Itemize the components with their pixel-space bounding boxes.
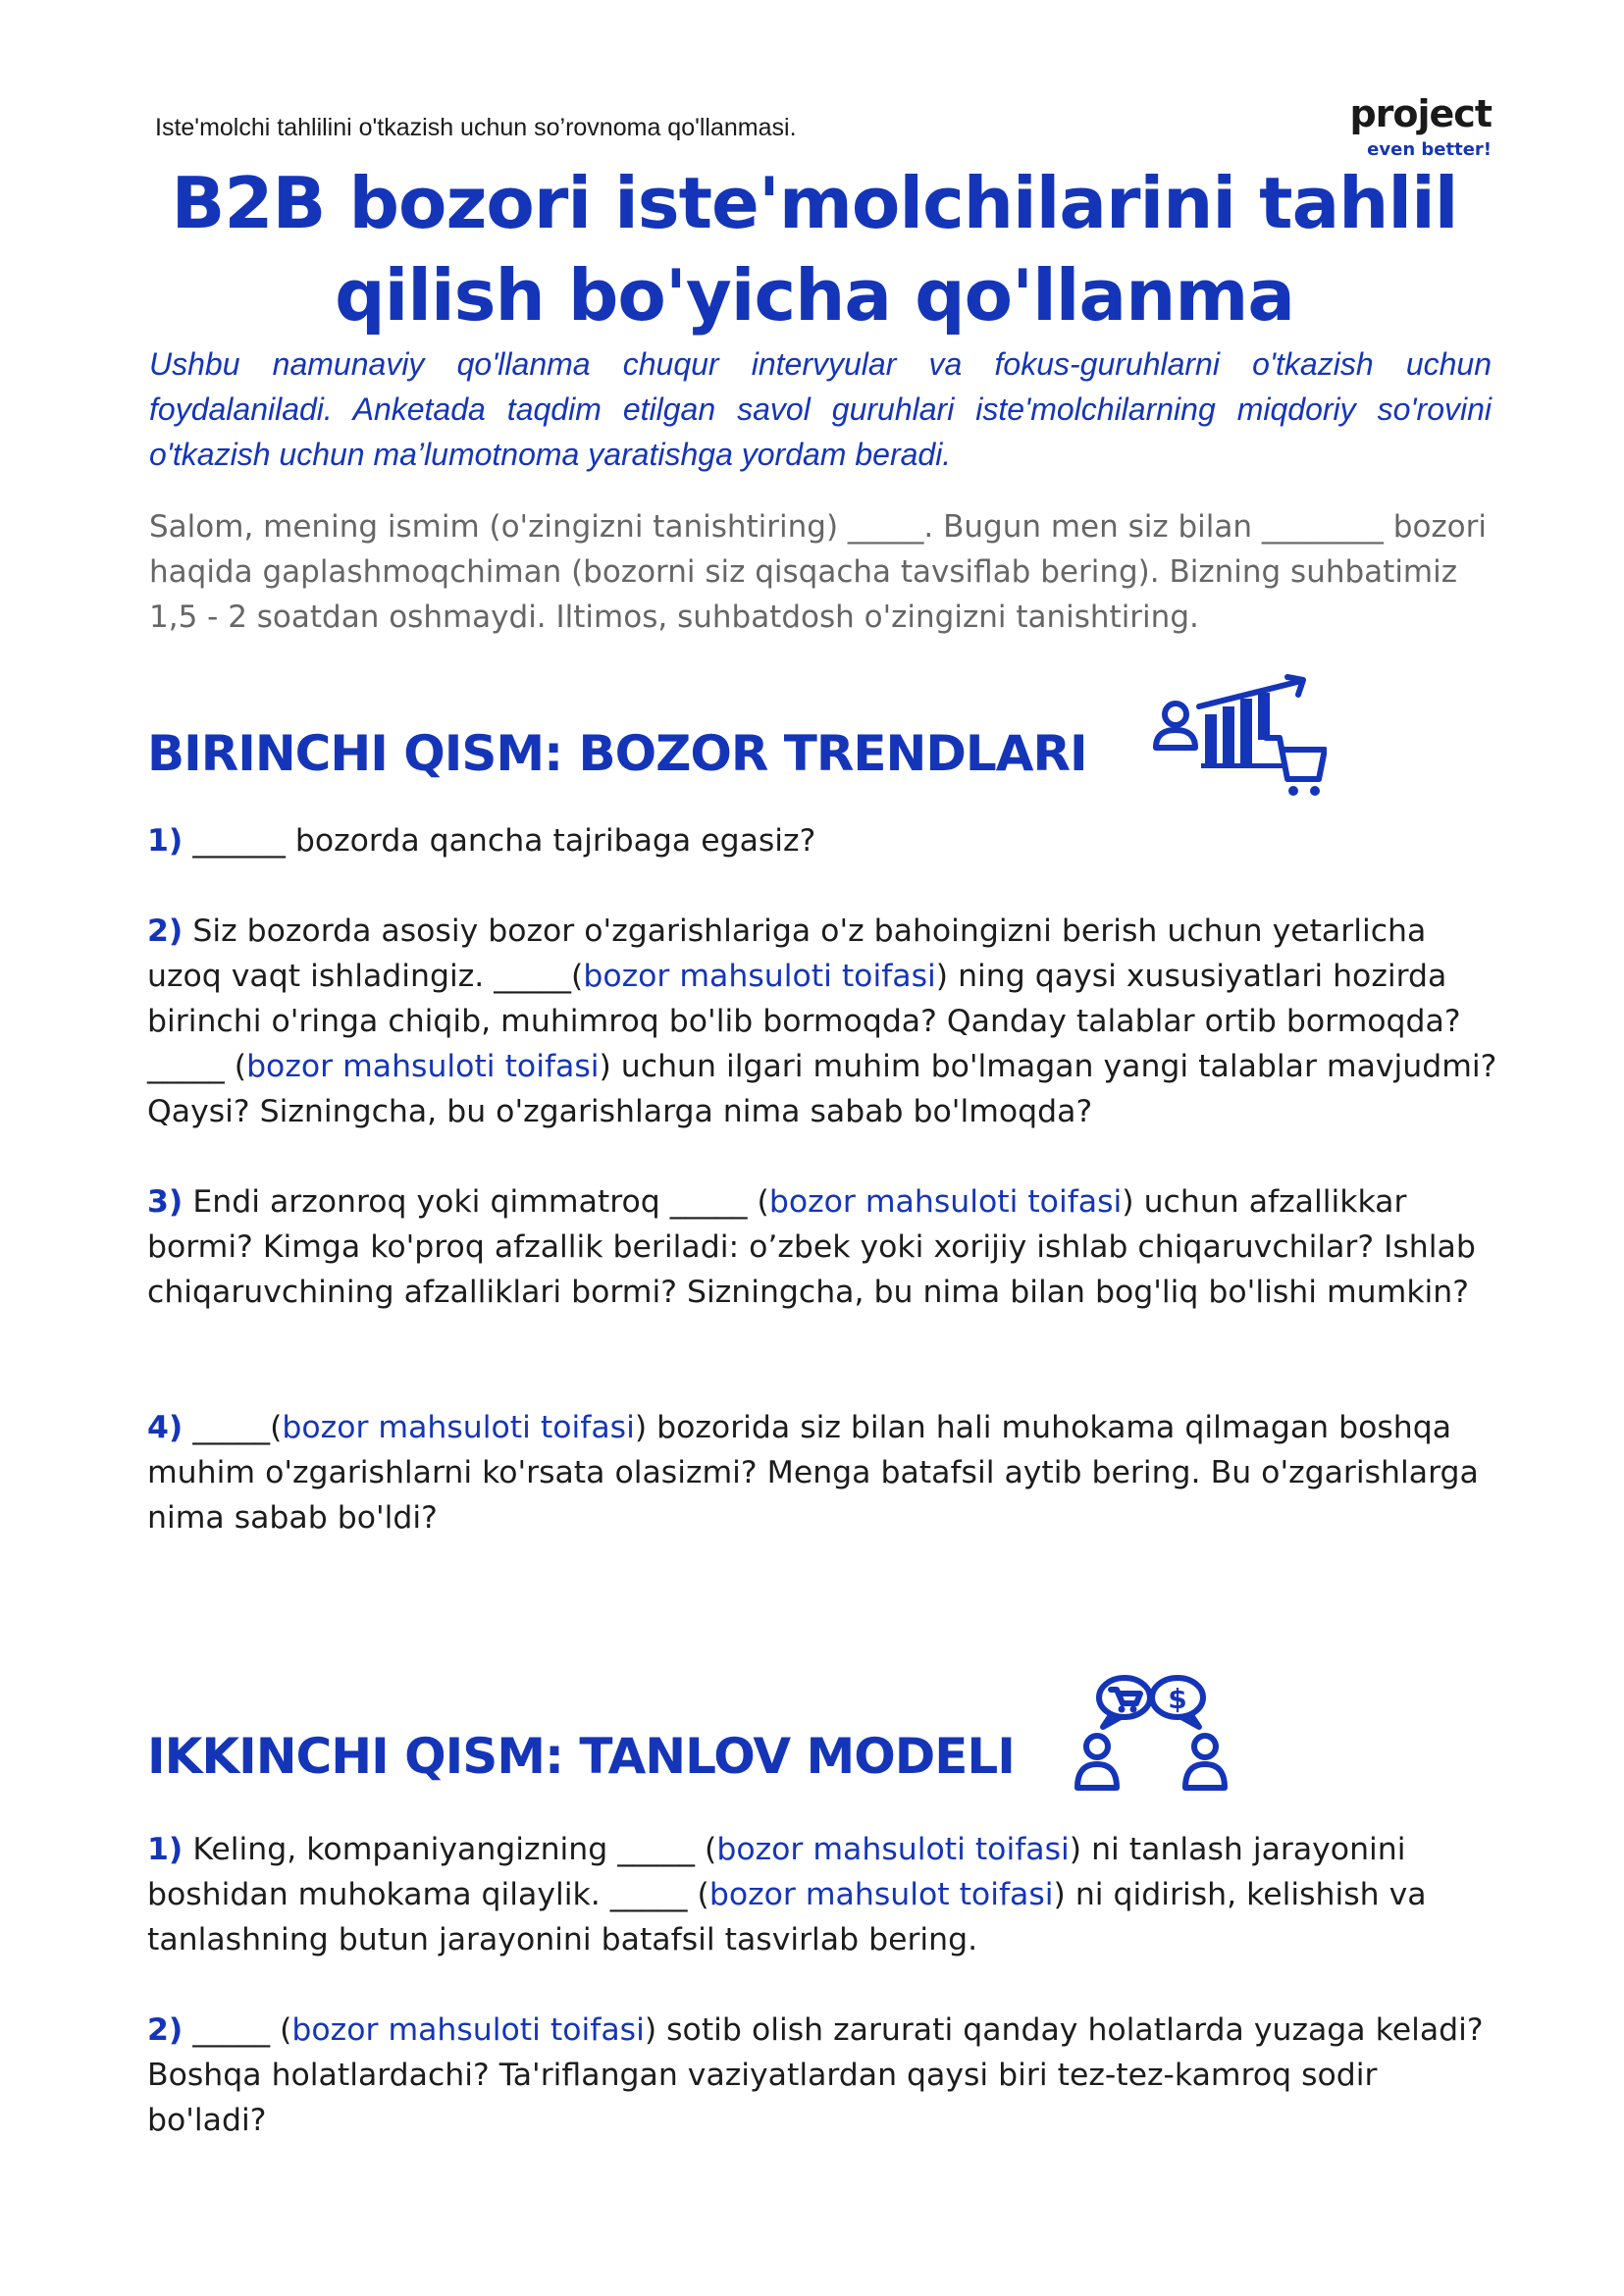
category-placeholder: bozor mahsuloti toifasi bbox=[246, 1049, 600, 1084]
question-text: ______ bozorda qancha tajribaga egasiz? bbox=[183, 823, 816, 859]
category-placeholder: bozor mahsuloti toifasi bbox=[282, 1410, 635, 1445]
question-text: ) bozorida siz bilan hali muhokama qilmagan boshqa muhim o'zgarishlarni ko'rsata olasizmi? Menga batafsil aytib bering. Bu o'zgarishlarga nima sabab bo'ldi? bbox=[147, 1410, 1479, 1536]
category-placeholder: bozor mahsuloti toifasi bbox=[768, 1184, 1123, 1220]
section2-question-2 bbox=[147, 2008, 1501, 2143]
question-text: ) uchun ilgari muhim bo'lmagan yangi talablar mavjudmi? Qaysi? Sizningcha, bu o'zgarishlarga nima sabab bo'lmoqda? bbox=[147, 1049, 1497, 1129]
question-text: ) ni tanlash jarayonini boshidan muhokama qilaylik. _____ ( bbox=[147, 1832, 1406, 1912]
greeting-paragraph: Salom, mening ismim (o'zingizni tanishtiring) _____. Bugun men siz bilan ________ bozori haqida gaplashmoqchiman (bozorni siz qisqacha tavsiflab bering). Bizning suhbatimiz 1,5 - 2 soatdan oshmaydi. Iltimos, suhbatdosh o'zingizni tanishtiring. bbox=[149, 509, 1488, 635]
category-placeholder: bozor mahsulot toifasi bbox=[708, 1877, 1054, 1912]
question-text: ) sotib olish zarurati qanday holatlarda yuzaga keladi? Boshqa holatlardachi? Ta'riflangan vaziyatlardan qaysi biri tez-tez-kamroq sodir bo'ladi? bbox=[147, 2012, 1484, 2138]
logo-tagline: even better! bbox=[1367, 139, 1492, 160]
section2-title: IKKINCHI QISM: TANLOV MODELI bbox=[147, 1728, 1015, 1785]
question-number: 3) bbox=[147, 1184, 183, 1220]
question-text: Siz bozorda asosiy bozor o'zgarishlariga o'z bahoingizni berish uchun yetarlicha uzoq vaqt ishladingiz. _____( bbox=[147, 913, 1427, 994]
category-placeholder: bozor mahsuloti toifasi bbox=[291, 2012, 645, 2048]
question-text: _____ ( bbox=[183, 2012, 292, 2048]
title-line-2: qilish bo'yicha qo'llanma bbox=[335, 254, 1294, 337]
page-title bbox=[118, 157, 1511, 341]
logo-word: project bbox=[1349, 92, 1492, 135]
question-number: 1) bbox=[147, 1832, 183, 1867]
question-text: ) ni qidirish, kelishish va tanlashning butun jarayonini batafsil tasvirlab bering. bbox=[147, 1877, 1427, 1957]
question-text: Keling, kompaniyangizning _____ ( bbox=[183, 1832, 717, 1867]
question-text: ) uchun afzallikkar bormi? Kimga ko'proq afzallik beriladi: o’zbek yoki xorijiy ishlab chiqaruvchilar? Ishlab chiqaruvchining afzalliklari bormi? Sizningcha, bu nima bilan bog'liq bo'lishi mumkin? bbox=[147, 1184, 1476, 1310]
category-placeholder: bozor mahsuloti toifasi bbox=[716, 1832, 1070, 1867]
question-text: ) ning qaysi xususiyatlari hozirda birinchi o'ringa chiqib, muhimroq bo'lib bormoqda? Qanday talablar ortib bormoqda? _____ ( bbox=[147, 959, 1461, 1084]
section1-question-2 bbox=[147, 909, 1501, 1134]
question-number: 2) bbox=[147, 2012, 183, 2048]
svg-text:$: $ bbox=[1168, 1683, 1187, 1715]
market-trend-chart-cart-icon bbox=[1150, 673, 1327, 801]
section1-question-4 bbox=[147, 1405, 1501, 1540]
header-note: Iste'molchi tahlilini o'tkazish uchun so’rovnoma qo'llanmasi. bbox=[155, 114, 797, 141]
title-line-1: B2B bozori iste'molchilarini tahlil bbox=[171, 162, 1458, 244]
question-number: 2) bbox=[147, 913, 183, 949]
category-placeholder: bozor mahsuloti toifasi bbox=[583, 959, 936, 994]
section1-title: BIRINCHI QISM: BOZOR TRENDLARI bbox=[147, 725, 1087, 782]
question-text: _____( bbox=[183, 1410, 283, 1445]
question-number: 4) bbox=[147, 1410, 183, 1445]
question-number: 1) bbox=[147, 823, 183, 859]
question-text: Endi arzonroq yoki qimmatroq _____ ( bbox=[183, 1184, 769, 1220]
section1-question-3 bbox=[147, 1179, 1501, 1315]
intro-paragraph: Ushbu namunaviy qo'llanma chuqur intervyular va fokus-guruhlarni o'tkazish uchun foydalaniladi. Anketada taqdim etilgan savol guruhlari iste'molchilarning miqdoriy so'rovini o'tkazish uchun ma’lumotnoma yaratishga yordam beradi. bbox=[149, 346, 1492, 472]
section2-question-1 bbox=[147, 1827, 1501, 1962]
buyer-seller-dialogue-icon bbox=[1068, 1668, 1234, 1796]
section1-question-1 bbox=[147, 818, 1501, 863]
project-logo bbox=[1335, 92, 1492, 161]
